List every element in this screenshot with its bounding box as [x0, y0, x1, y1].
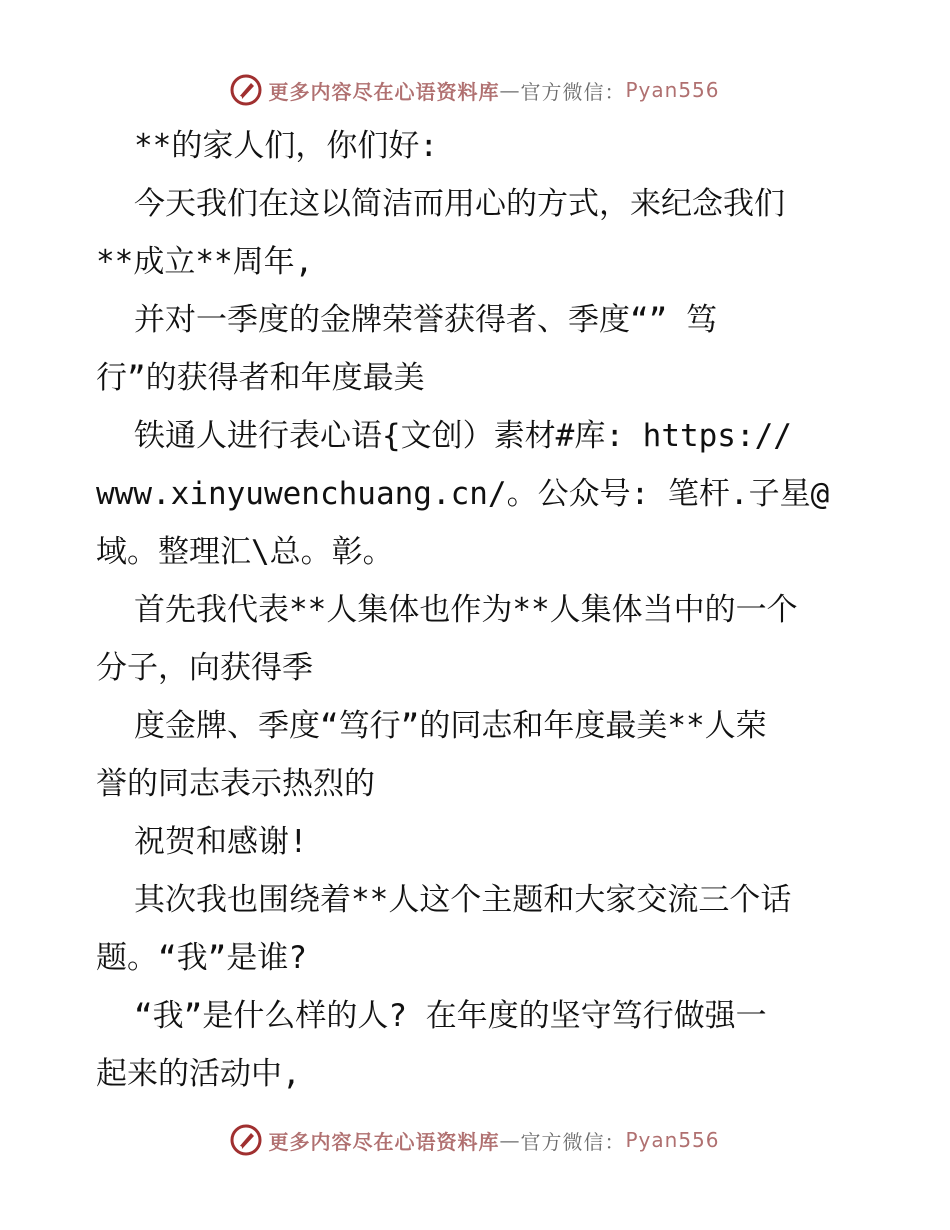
text-line: 题。“我”是谁? [96, 940, 307, 976]
banner-official-label: 官方微信： [520, 1129, 626, 1154]
header-banner [0, 70, 950, 110]
text-line: 铁通人进行表心语{文创）素材#库: https:// [134, 418, 792, 454]
text-line: 其次我也围绕着**人这个主题和大家交流三个话 [134, 882, 792, 918]
text-line: 并对一季度的金牌荣誉获得者、季度“” 笃 [134, 302, 717, 338]
text-line: 祝贺和感谢! [134, 824, 308, 860]
text-line: 首先我代表**人集体也作为**人集体当中的一个 [134, 592, 798, 628]
text-line: 起来的活动中, [96, 1056, 301, 1092]
text-line: 今天我们在这以简洁而用心的方式，来纪念我们 [134, 186, 785, 222]
pen-logo-icon [230, 1124, 262, 1156]
text-line: 分子，向获得季 [96, 650, 313, 686]
banner-title: 更多内容尽在心语资料库 [268, 1129, 500, 1154]
text-line: 誉的同志表示热烈的 [96, 766, 375, 802]
footer-banner [0, 1120, 950, 1160]
text-line: 度金牌、季度“笃行”的同志和年度最美**人荣 [134, 708, 767, 744]
banner-title: 更多内容尽在心语资料库 [268, 79, 500, 104]
banner-official-label: 官方微信： [520, 79, 626, 104]
document-body [96, 117, 866, 1103]
text-line: 域。整理汇\总。彰。 [96, 534, 394, 570]
banner-wechat-id: Pyan556 [625, 78, 720, 102]
banner-dash: — [499, 1128, 521, 1152]
text-line: 行”的获得者和年度最美 [96, 360, 425, 396]
text-line: “我”是什么样的人? 在年度的坚守笃行做强一 [134, 998, 767, 1034]
pen-logo-icon [230, 74, 262, 106]
banner-wechat-id: Pyan556 [625, 1128, 720, 1152]
text-line: www.xinyuwenchuang.cn/。公众号: 笔杆.子星@ [96, 476, 830, 512]
text-line: **成立**周年, [96, 244, 314, 280]
banner-dash: — [499, 78, 521, 102]
text-line: **的家人们，你们好: [134, 128, 438, 164]
